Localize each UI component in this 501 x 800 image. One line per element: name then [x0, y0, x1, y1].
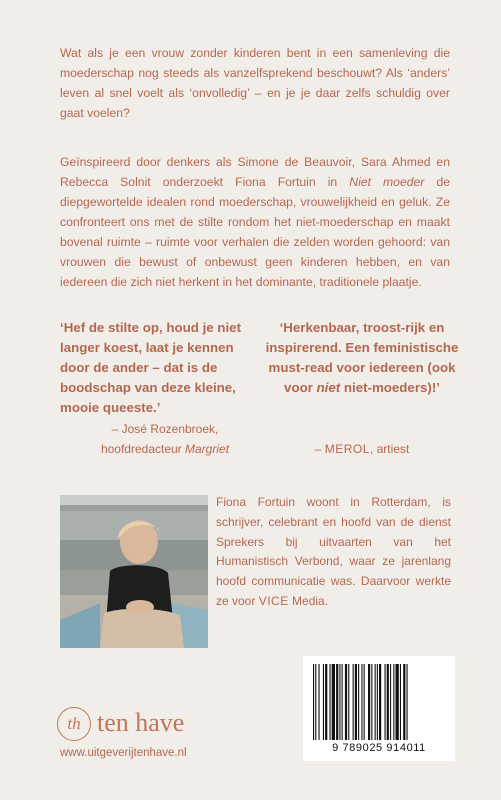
isbn-barcode	[303, 656, 455, 761]
isbn-number: 9 789025 914011	[332, 742, 426, 754]
description-part-2: de diepgewortelde idealen rond moederschap, vrouwelijkheid en geluk. Ze confronteert ons met de stilte rondom het niet-moederschap en maakt bovenal ruimte – ruimte voor verhalen die zelden worden gehoord: van vrouwen die bewust of onbewust geen kinderen hebben, en van iedereen die zich niet herkent in het dominante, traditionele plaatje.	[60, 175, 450, 289]
barcode-bar	[355, 664, 357, 740]
barcode-bar	[313, 664, 314, 740]
barcode-bar	[345, 664, 347, 740]
book-title: Niet moeder	[349, 175, 425, 189]
barcode-bar	[400, 664, 401, 740]
reviewer-role-2: , artiest	[369, 442, 410, 456]
barcode-bar	[385, 664, 386, 740]
author-bio-part-2: Media.	[288, 593, 329, 608]
barcode-bar	[364, 664, 365, 740]
reviewer-name-2: MEROL	[324, 442, 370, 456]
barcode-bar	[336, 664, 338, 740]
barcode-bar	[353, 664, 354, 740]
publisher-logo	[57, 707, 217, 743]
barcode-bar	[396, 664, 399, 740]
barcode-bar	[348, 664, 349, 740]
barcode-bar	[393, 664, 394, 740]
review-attribution-1	[80, 419, 250, 459]
author-photo	[60, 495, 208, 648]
barcode-bar	[339, 664, 340, 740]
review-quote-2	[262, 318, 462, 398]
barcode-bar	[368, 664, 370, 740]
publisher-website: www.uitgeverijtenhave.nl	[60, 747, 187, 759]
publisher-name: ten have	[97, 708, 185, 737]
publisher-logo-mark: th	[57, 707, 91, 741]
barcode-bar	[319, 664, 320, 740]
reviewer-publication-1: Margriet	[185, 442, 230, 456]
reviewer-name-1: – José Rozenbroek,	[111, 422, 219, 436]
review-quote-2-part-b: niet-moeders)!’	[340, 380, 440, 395]
review-quote-2-part-a: ‘Herkenbaar, troost-rijk en inspirerend. Een feministische must-read voor iedereen (ook voor	[265, 320, 459, 395]
barcode-bar	[377, 664, 378, 740]
barcode-bar	[323, 664, 324, 740]
intro-paragraph: Wat als je een vrouw zonder kinderen bent in een samenleving die moederschap nog steeds als vanzelfsprekend beschouwt? Als ‘anders’ leven al snel voelt als ‘onvolledig’ – en je je daar zelfs schuldig over gaat voelen?	[60, 46, 450, 120]
barcode-bar	[390, 664, 391, 740]
barcode-bar	[361, 664, 362, 740]
barcode-bar	[358, 664, 359, 740]
description-part-1: Geïnspireerd door denkers als Simone de Beauvoir, Sara Ahmed en Rebecca Solnit onderzoekt Fiona Fortuin in	[60, 155, 450, 189]
reviewer-role-1: hoofdredacteur	[100, 442, 186, 456]
barcode-bar	[407, 664, 408, 740]
barcode-bar	[315, 664, 316, 740]
author-bio-part-1: Fiona Fortuin woont in Rotterdam, is schrijver, celebrant en hoofd van de dienst Sprekers bij uitvaarten van het Humanistisch Verbond, waar ze jarenlang hoofd communicatie was. Daarvoor werkte ze voor	[216, 495, 451, 608]
barcode-bar	[379, 664, 381, 740]
barcode-bar	[342, 664, 343, 740]
barcode-bar	[325, 664, 327, 740]
author-photo-illustration	[60, 495, 208, 648]
barcode-bar	[375, 664, 376, 740]
description-paragraph	[60, 152, 450, 292]
barcode-bar	[387, 664, 389, 740]
review-attribution-2	[262, 439, 462, 459]
bio-brand: VICE	[258, 593, 289, 608]
review-quote-2-emphasis: niet	[316, 380, 341, 395]
barcode-bar	[332, 664, 335, 740]
author-bio	[216, 493, 451, 612]
barcode-bars	[313, 664, 445, 742]
reviewer-dash-2: –	[314, 442, 325, 456]
barcode-bar	[371, 664, 372, 740]
barcode-bar	[330, 664, 331, 740]
review-quote-1: ‘Hef de stilte op, houd je niet langer koest, laat je kennen door de ander – dat is de boodschap van deze kleine, mooie queeste.’	[60, 320, 241, 415]
barcode-bar	[403, 664, 405, 740]
